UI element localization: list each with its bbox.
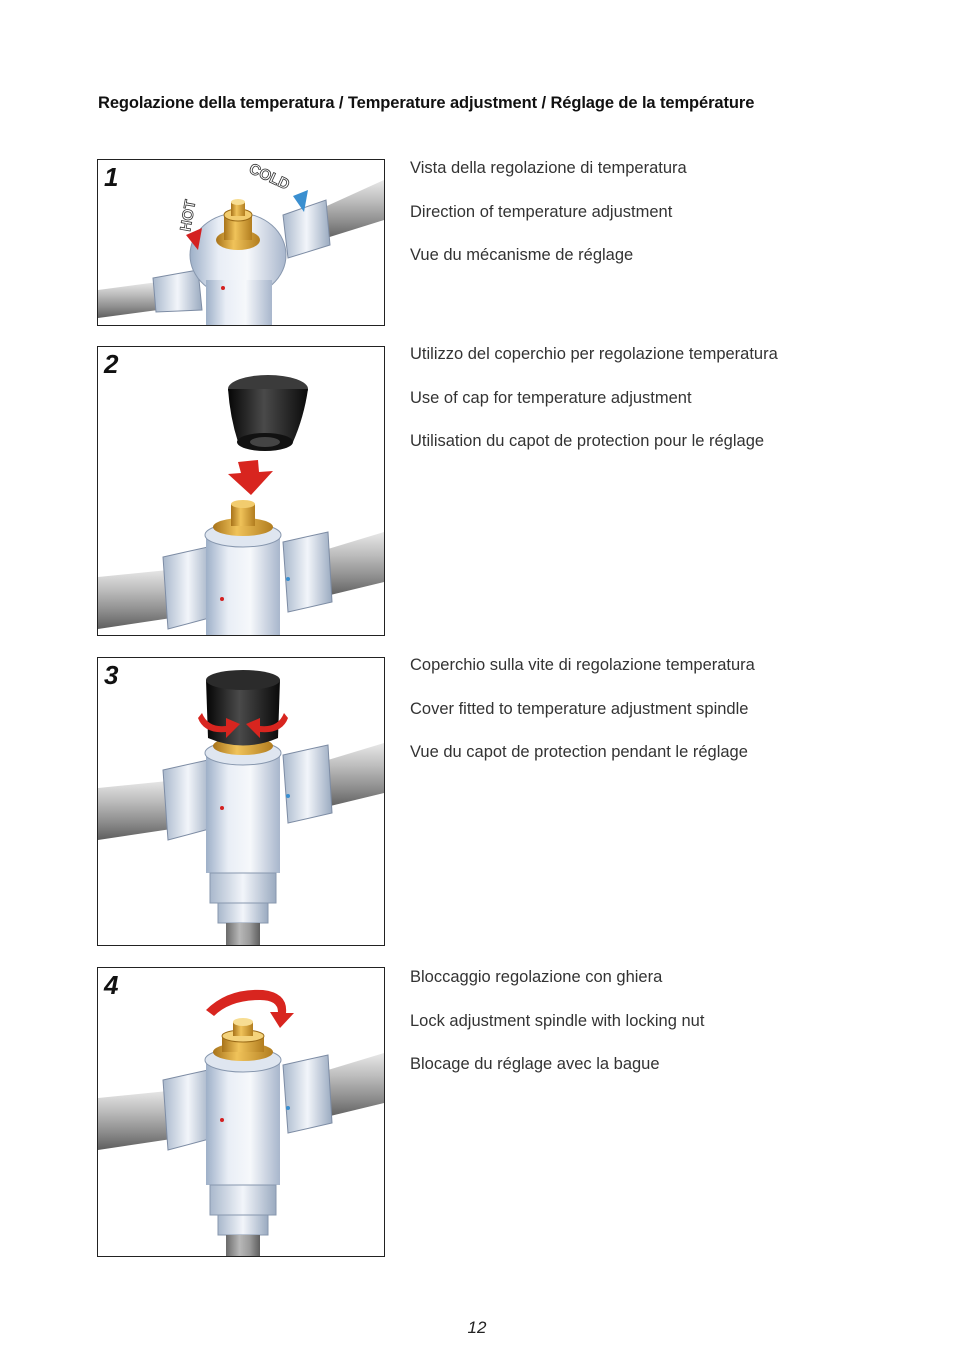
caption-it: Utilizzo del coperchio per regolazione temperatura	[410, 345, 778, 363]
step-number: 3	[104, 660, 119, 690]
cold-label: COLD	[246, 160, 293, 194]
caption-fr: Blocage du réglage avec la bague	[410, 1055, 660, 1073]
page-title: Regolazione della temperatura / Temperature adjustment / Réglage de la température	[98, 94, 755, 112]
valve-cap-icon	[98, 347, 384, 635]
arrow-down-icon	[228, 460, 273, 495]
valve-top-view-icon	[98, 160, 384, 325]
step-number: 4	[104, 970, 119, 1000]
hot-label: HOT	[177, 198, 200, 233]
step-number: 2	[104, 349, 119, 379]
caption-en: Direction of temperature adjustment	[410, 202, 673, 221]
step-2-illustration	[97, 346, 385, 636]
caption-en: Cover fitted to temperature adjustment spindle	[410, 699, 749, 718]
caption-fr: Utilisation du capot de protection pour le réglage	[410, 432, 765, 450]
caption-fr: Vue du capot de protection pendant le réglage	[410, 743, 748, 761]
caption-it: Vista della regolazione di temperatura	[410, 159, 687, 177]
step-4-illustration	[97, 967, 385, 1257]
step-number: 1	[104, 162, 119, 192]
caption-fr: Vue du mécanisme de réglage	[410, 246, 634, 264]
caption-en: Use of cap for temperature adjustment	[410, 388, 692, 407]
valve-locking-nut-icon	[98, 968, 384, 1256]
step-1-illustration	[97, 159, 385, 326]
step-3-illustration	[97, 657, 385, 946]
valve-cap-fitted-icon	[98, 658, 384, 945]
caption-en: Lock adjustment spindle with locking nut	[410, 1011, 705, 1030]
caption-it: Coperchio sulla vite di regolazione temperatura	[410, 656, 755, 674]
page-number: 12	[467, 1318, 487, 1337]
caption-it: Bloccaggio regolazione con ghiera	[410, 968, 663, 986]
